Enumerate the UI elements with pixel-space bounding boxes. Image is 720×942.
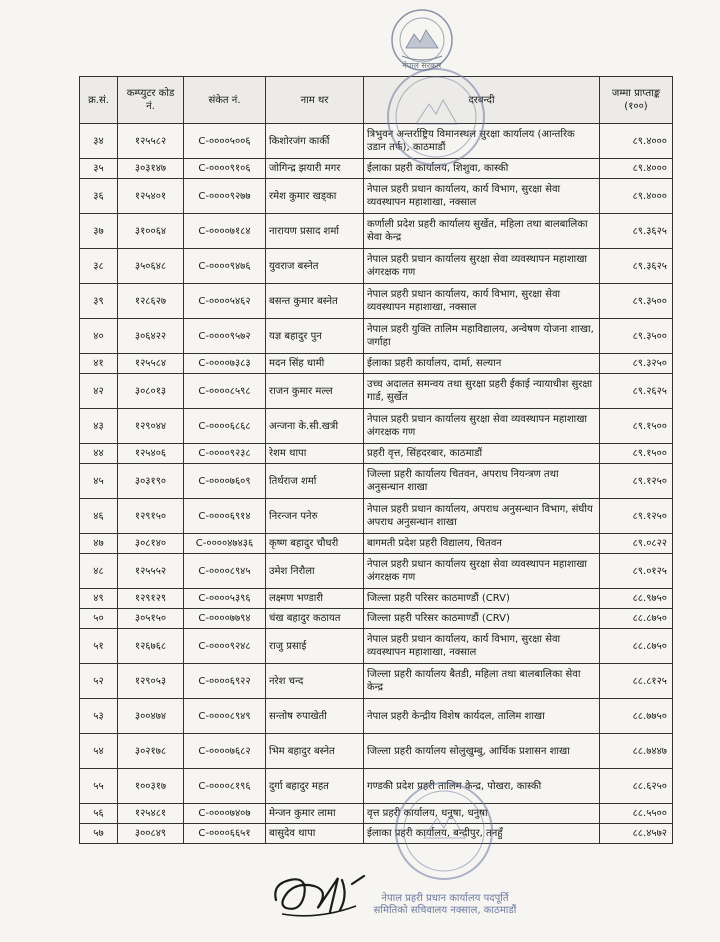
row-name: सन्तोष रुपाखेती [266,699,364,734]
row-sn: ३५ [80,159,118,179]
row-total-score: ८८.७७५० [600,699,673,734]
row-symbol-number: C-००००८१९६ [184,769,266,804]
row-computer-code: १२६७६८ [118,629,184,664]
row-computer-code: १२९१५० [118,499,184,534]
row-name: राजु प्रसाई [266,629,364,664]
row-post: नेपाल प्रहरी प्रधान कार्यालय, अपराध अनुसन्धान विभाग, संघीय अपराध अनुसन्धान शाखा [364,499,600,534]
row-total-score: ८९.२६२५ [600,374,673,409]
row-sn: ५४ [80,734,118,769]
table-row [80,319,673,354]
row-total-score: ८९.३५०० [600,319,673,354]
row-symbol-number: C-००००७६०९ [184,464,266,499]
row-sn: ३७ [80,214,118,249]
results-table [79,76,673,844]
row-computer-code: ३००४७४ [118,699,184,734]
row-sn: ४० [80,319,118,354]
row-sn: ३८ [80,249,118,284]
table-row [80,699,673,734]
row-name: चंख बहादुर कठायत [266,609,364,629]
row-sn: ४७ [80,534,118,554]
row-name: यज्ञ बहादुर पुन [266,319,364,354]
row-symbol-number: C-००००७१८४ [184,214,266,249]
row-post: नेपाल प्रहरी प्रधान कार्यालय सुरक्षा सेवा व्यवस्थापन महाशाखा अंगरक्षक गण [364,554,600,589]
row-name: बसन्त कुमार बस्नेत [266,284,364,319]
row-name: अन्जना के.सी.खत्री [266,409,364,444]
row-sn: ३६ [80,179,118,214]
row-post: प्रहरी वृत्त, सिंहदरबार, काठमाडौं [364,444,600,464]
row-post: नेपाल प्रहरी प्रधान कार्यालय सुरक्षा सेवा व्यवस्थापन महाशाखा अंगरक्षक गण [364,409,600,444]
row-name: उमेश निरौला [266,554,364,589]
row-name: कृष्ण बहादुर चौधरी [266,534,364,554]
row-computer-code: ३०६४२२ [118,319,184,354]
row-sn: ४९ [80,589,118,609]
row-total-score: ८८.८१२५ [600,664,673,699]
row-sn: ३४ [80,124,118,159]
row-total-score: ८९.३२५० [600,354,673,374]
table-row [80,554,673,589]
header-total-score: जम्मा प्राप्ताङ्क (१००) [600,77,673,124]
table-row [80,664,673,699]
table-row [80,609,673,629]
table-row [80,249,673,284]
row-post: ईलाका प्रहरी कार्यालय, शिशुवा, कास्की [364,159,600,179]
row-computer-code: ३५०६४८ [118,249,184,284]
table-row [80,464,673,499]
row-total-score: ८९.३६२५ [600,249,673,284]
table-row [80,444,673,464]
row-post: जिल्ला प्रहरी परिसर काठमाण्डौं (CRV) [364,589,600,609]
row-total-score: ८९.१२५० [600,499,673,534]
official-stamp-top [381,62,491,172]
row-post: बागमती प्रदेश प्रहरी विद्यालय, चितवन [364,534,600,554]
row-post: त्रिभुवन अन्तर्राष्ट्रिय विमानस्थल सुरक्षा कार्यालय (आन्तरिक उडान तर्फ), काठमाडौं [364,124,600,159]
row-sn: ५७ [80,824,118,844]
row-computer-code: ३०३१४७ [118,159,184,179]
row-name: किशोरजंग कार्की [266,124,364,159]
row-total-score: ८८.९७५० [600,589,673,609]
row-symbol-number: C-००००८९४५ [184,554,266,589]
row-computer-code: १२५५५२ [118,554,184,589]
row-total-score: ८९.४००० [600,159,673,179]
row-post: नेपाल प्रहरी प्रधान कार्यालय सुरक्षा सेवा व्यवस्थापन महाशाखा अंगरक्षक गण [364,249,600,284]
header-name: नाम थर [266,77,364,124]
row-sn: ४६ [80,499,118,534]
row-computer-code: ३०८१४० [118,534,184,554]
signature [268,866,378,922]
row-post: जिल्ला प्रहरी परिसर काठमाण्डौं (CRV) [364,609,600,629]
row-sn: ४४ [80,444,118,464]
row-sn: ४१ [80,354,118,374]
row-total-score: ८९.१५०० [600,444,673,464]
table-row [80,179,673,214]
row-symbol-number: C-००००८५९८ [184,374,266,409]
row-name: मेन्जन कुमार लामा [266,804,364,824]
row-symbol-number: C-००००७७९४ [184,609,266,629]
row-computer-code: ३०२१७८ [118,734,184,769]
row-sn: ५६ [80,804,118,824]
row-symbol-number: C-००००७३८३ [184,354,266,374]
table-row [80,214,673,249]
row-name: निरन्जन पनेरु [266,499,364,534]
row-post: ईलाका प्रहरी कार्यालय, बन्दीपुर, तनहुँ [364,824,600,844]
header-computer-code: कम्प्युटर कोड नं. [118,77,184,124]
table-row [80,629,673,664]
table-row [80,499,673,534]
row-total-score: ८९.३५०० [600,284,673,319]
row-name: युवराज बस्नेत [266,249,364,284]
row-name: राजन कुमार मल्ल [266,374,364,409]
row-computer-code: ३१००६४ [118,214,184,249]
table-row [80,374,673,409]
row-post: जिल्ला प्रहरी कार्यालय चितवन, अपराध नियन्त्रण तथा अनुसन्धान शाखा [364,464,600,499]
row-sn: ५३ [80,699,118,734]
row-sn: ५१ [80,629,118,664]
row-total-score: ८८.५५०० [600,804,673,824]
row-symbol-number: C-००००९४७६ [184,249,266,284]
row-post: उच्च अदालत समन्वय तथा सुरक्षा प्रहरी ईकाई न्यायाधीश सुरक्षा गार्ड, सुर्खेत [364,374,600,409]
row-post: नेपाल प्रहरी प्रधान कार्यालय, कार्य विभाग, सुरक्षा सेवा व्यवस्थापन महाशाखा, नक्साल [364,179,600,214]
row-post: जिल्ला प्रहरी कार्यालय बैतडी, महिला तथा बालबालिका सेवा केन्द्र [364,664,600,699]
table-row [80,124,673,159]
row-computer-code: १२५५८२ [118,124,184,159]
header-sn: क्र.सं. [80,77,118,124]
row-symbol-number: C-००००६९१४ [184,499,266,534]
row-post: नेपाल प्रहरी केन्द्रीय विशेष कार्यदल, तालिम शाखा [364,699,600,734]
row-symbol-number: C-००००९२४८ [184,629,266,664]
row-total-score: ८९.०१२५ [600,554,673,589]
header-post: दरबन्दी [364,77,600,124]
row-symbol-number: C-००००७६८२ [184,734,266,769]
row-sn: ४८ [80,554,118,589]
table-row [80,534,673,554]
row-symbol-number: C-००००६६५१ [184,824,266,844]
emblem-label: नेपाल सरकार [402,61,442,70]
table-row [80,769,673,804]
row-post: नेपाल प्रहरी प्रधान कार्यालय, कार्य विभाग, सुरक्षा सेवा व्यवस्थापन महाशाखा, नक्साल [364,629,600,664]
table-row [80,804,673,824]
row-post: जिल्ला प्रहरी कार्यालय सोलुखुम्बु, आर्थिक प्रशासन शाखा [364,734,600,769]
row-name: नरेश चन्द [266,664,364,699]
row-name: जोगिन्द्र झयारी मगर [266,159,364,179]
row-computer-code: १२८६२७ [118,284,184,319]
row-total-score: ८८.७४४७ [600,734,673,769]
row-symbol-number: C-००००७४०७ [184,804,266,824]
row-computer-code: ३०३१९० [118,464,184,499]
row-symbol-number: C-००००४७४३६ [184,534,266,554]
row-symbol-number: C-००००९२३८ [184,444,266,464]
row-total-score: ८९.३६२५ [600,214,673,249]
row-computer-code: ३००८४९ [118,824,184,844]
table-header-row [80,77,673,124]
row-sn: ५५ [80,769,118,804]
table-row [80,734,673,769]
table-row [80,354,673,374]
official-stamp-bottom [389,776,499,886]
row-total-score: ८८.६२५० [600,769,673,804]
header-symbol-number: संकेत नं. [184,77,266,124]
row-total-score: ८९.०८२२ [600,534,673,554]
table-row [80,589,673,609]
row-post: वृत्त प्रहरी कार्यालय, धनुषा, धनुषा [364,804,600,824]
row-computer-code: ३०८०१३ [118,374,184,409]
row-computer-code: १२५४८१ [118,804,184,824]
stamp-text: नेपाल प्रहरी प्रधान कार्यालय पदपूर्ति समितिको सचिवालय नक्साल, काठमाडौं [373,893,517,916]
row-computer-code: १२९०४४ [118,409,184,444]
table-row [80,284,673,319]
row-symbol-number: C-००००९५७२ [184,319,266,354]
row-post: नेपाल प्रहरी प्रधान कार्यालय, कार्य विभाग, सुरक्षा सेवा व्यवस्थापन महाशाखा, नक्साल [364,284,600,319]
row-symbol-number: C-००००९१०६ [184,159,266,179]
row-sn: ५० [80,609,118,629]
table-row [80,159,673,179]
row-name: रमेश कुमार खड्का [266,179,364,214]
row-sn: ३९ [80,284,118,319]
row-computer-code: १२९०५३ [118,664,184,699]
row-computer-code: १००३१७ [118,769,184,804]
row-post: नेपाल प्रहरी युक्ति तालिम महाविद्यालय, अन्वेषण योजना शाखा, जर्गाहा [364,319,600,354]
row-name: लक्ष्मण भण्डारी [266,589,364,609]
row-name: नारायण प्रसाद शर्मा [266,214,364,249]
row-name: बासुदेव थापा [266,824,364,844]
row-symbol-number: C-००००५००६ [184,124,266,159]
row-computer-code: १२९१२९ [118,589,184,609]
row-name: मदन सिंह धामी [266,354,364,374]
row-sn: ४५ [80,464,118,499]
row-symbol-number: C-००००६९२२ [184,664,266,699]
row-total-score: ८९.४००० [600,179,673,214]
row-post: कर्णाली प्रदेश प्रहरी कार्यालय सुर्खेत, महिला तथा बालबालिका सेवा केन्द्र [364,214,600,249]
row-symbol-number: C-००००९२७७ [184,179,266,214]
row-symbol-number: C-००००५४६२ [184,284,266,319]
row-total-score: ८८.८७५० [600,609,673,629]
row-computer-code: १२५५८४ [118,354,184,374]
row-sn: ५२ [80,664,118,699]
row-computer-code: १२५४०१ [118,179,184,214]
row-total-score: ८९.१५०० [600,409,673,444]
row-name: रेशम थापा [266,444,364,464]
row-symbol-number: C-००००६८६८ [184,409,266,444]
table-row [80,409,673,444]
row-symbol-number: C-००००५३९६ [184,589,266,609]
row-total-score: ८८.४५७२ [600,824,673,844]
row-name: भिम बहादुर बस्नेत [266,734,364,769]
row-total-score: ८८.८७५० [600,629,673,664]
row-total-score: ८९.४००० [600,124,673,159]
row-name: दुर्गा बहादुर महत [266,769,364,804]
row-post: ईलाका प्रहरी कार्यालय, दार्मा, सल्यान [364,354,600,374]
row-computer-code: ३०५१५० [118,609,184,629]
row-name: तिर्थराज शर्मा [266,464,364,499]
row-symbol-number: C-००००८९४९ [184,699,266,734]
row-computer-code: १२५४०६ [118,444,184,464]
row-post: गण्डकी प्रदेश प्रहरी तालिम केन्द्र, पोखरा, कास्की [364,769,600,804]
row-total-score: ८९.१२५० [600,464,673,499]
row-sn: ४३ [80,409,118,444]
row-sn: ४२ [80,374,118,409]
table-row [80,824,673,844]
